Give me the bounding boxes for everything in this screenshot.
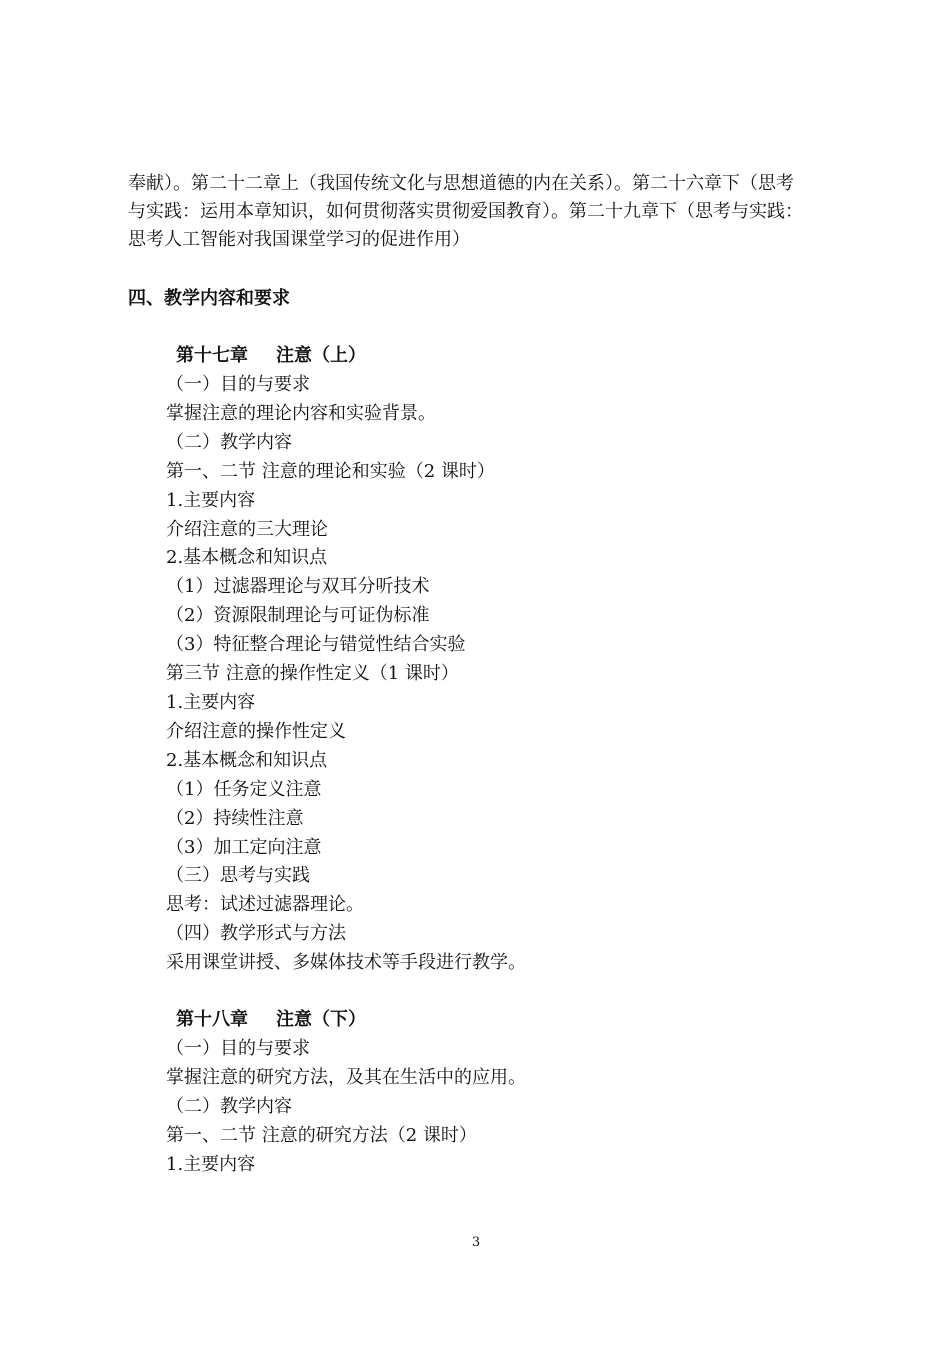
body-line: 2.基本概念和知识点	[166, 749, 328, 771]
body-line: 采用课堂讲授、多媒体技术等手段进行教学。	[166, 952, 526, 974]
body-line: （2）资源限制理论与可证伪标准	[166, 605, 430, 627]
paragraph-line: 思考人工智能对我国课堂学习的促进作用）	[128, 229, 470, 250]
chapter-title: 注意（上）	[276, 345, 366, 366]
body-line: 2.基本概念和知识点	[166, 547, 328, 569]
body-line: （三）思考与实践	[166, 865, 310, 887]
chapter-heading	[176, 1006, 366, 1034]
body-line: （1）任务定义注意	[166, 778, 322, 800]
chapter-body	[166, 371, 526, 978]
chapter-number: 第十七章	[176, 345, 248, 366]
chapter-title: 注意（下）	[276, 1009, 366, 1030]
body-line: （二）教学内容	[166, 1095, 292, 1117]
body-line: 掌握注意的理论内容和实验背景。	[166, 402, 436, 424]
body-line: （2）持续性注意	[166, 807, 304, 829]
body-line: 1.主要内容	[166, 1153, 256, 1175]
chapter-body	[166, 1035, 526, 1180]
body-line: （3）特征整合理论与错觉性结合实验	[166, 634, 466, 656]
paragraph-line: 奉献）。第二十二章上（我国传统文化与思想道德的内在关系）。第二十六章下（思考	[128, 173, 794, 194]
body-line: （四）教学形式与方法	[166, 923, 346, 945]
body-line: 思考：试述过滤器理论。	[166, 894, 364, 916]
body-line: 介绍注意的三大理论	[166, 518, 328, 540]
body-line: 掌握注意的研究方法，及其在生活中的应用。	[166, 1066, 526, 1088]
body-line: （二）教学内容	[166, 431, 292, 453]
body-line: 第一、二节 注意的理论和实验（2 课时）	[166, 460, 495, 482]
body-line: 介绍注意的操作性定义	[166, 720, 346, 742]
body-line: 第三节 注意的操作性定义（1 课时）	[166, 663, 459, 685]
section-heading: 四、教学内容和要求	[128, 288, 290, 309]
paragraph-line: 与实践：运用本章知识，如何贯彻落实贯彻爱国教育）。第二十九章下（思考与实践：	[128, 201, 803, 222]
intro-paragraph	[128, 170, 836, 254]
page-number: 3	[471, 1235, 481, 1250]
body-line: （一）目的与要求	[166, 1038, 310, 1059]
body-line: （1）过滤器理论与双耳分听技术	[166, 576, 430, 598]
body-line: 第一、二节 注意的研究方法（2 课时）	[166, 1124, 477, 1146]
body-line: 1.主要内容	[166, 691, 256, 713]
chapter-number: 第十八章	[176, 1009, 248, 1030]
chapter-heading	[176, 342, 366, 370]
body-line: 1.主要内容	[166, 489, 256, 511]
body-line: （3）加工定向注意	[166, 836, 322, 858]
body-line: （一）目的与要求	[166, 374, 310, 395]
